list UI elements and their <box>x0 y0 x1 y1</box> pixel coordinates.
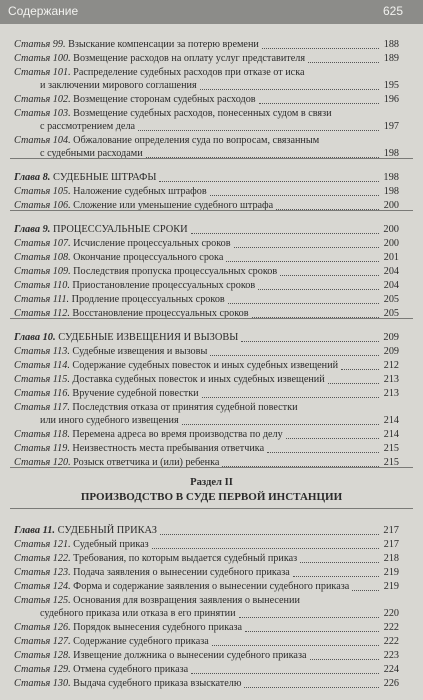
dot-leader <box>202 397 379 398</box>
entry-title: Отмена судебного приказа <box>70 664 189 675</box>
toc-entry <box>0 621 423 634</box>
dot-leader <box>210 195 379 196</box>
toc-entry-text <box>14 663 188 676</box>
dot-leader <box>191 673 379 674</box>
article-number: Статья 112. <box>14 308 70 319</box>
dot-leader <box>159 181 379 182</box>
dot-leader <box>310 659 380 660</box>
entry-title: Возмещение расходов на оплату услуг представителя <box>70 53 306 64</box>
page-ref: 214 <box>383 429 399 440</box>
dot-leader <box>293 576 379 577</box>
page-ref: 218 <box>383 553 399 564</box>
page-ref: 198 <box>383 172 399 183</box>
page-ref: 197 <box>383 121 399 132</box>
header-title: Содержание <box>8 4 79 18</box>
toc-entry <box>0 359 423 372</box>
entry-title: Подача заявления о вынесении судебного приказа <box>70 567 290 578</box>
chapter-number: Глава 8. <box>14 172 51 183</box>
article-number: Статья 118. <box>14 429 70 440</box>
toc-entry-text <box>14 66 305 79</box>
entry-title: Розыск ответчика и (или) ребенка <box>70 457 220 468</box>
entry-title: с рассмотрением дела <box>40 121 136 132</box>
page-ref: 213 <box>383 374 399 385</box>
toc-entry-text <box>14 265 277 278</box>
toc-entry <box>0 607 423 620</box>
dot-leader <box>160 534 379 535</box>
toc-entry <box>0 538 423 551</box>
entry-title: Требования, по которым выдается судебный приказ <box>70 553 298 564</box>
toc-entry <box>0 428 423 441</box>
toc-entry-text <box>14 38 259 51</box>
toc-entry-text <box>14 331 238 344</box>
toc-entry-text <box>14 580 349 593</box>
entry-title: Распределение судебных расходов при отказе от иска <box>70 67 305 78</box>
toc-entry <box>0 66 423 79</box>
dot-leader <box>245 631 379 632</box>
toc-entry-text <box>14 93 256 106</box>
article-number: Статья 129. <box>14 664 71 675</box>
article-number: Статья 114. <box>14 360 70 371</box>
dot-leader <box>341 369 379 370</box>
page-ref: 201 <box>383 252 399 263</box>
entry-title: и заключении мирового соглашения <box>40 80 197 91</box>
toc-entry <box>0 635 423 648</box>
toc-entry-text <box>14 401 298 414</box>
page-ref: 195 <box>383 80 399 91</box>
entry-title: Перемена адреса во время производства по делу <box>69 429 283 440</box>
toc-entry <box>0 677 423 690</box>
header-page-number: 625 <box>382 4 403 18</box>
page-ref: 198 <box>383 148 399 159</box>
article-number: Статья 103. <box>14 108 71 119</box>
page-ref: 222 <box>383 622 399 633</box>
toc-entry <box>0 387 423 400</box>
page-ref: 204 <box>383 266 399 277</box>
toc-entry-text <box>14 552 297 565</box>
toc-chapter <box>0 223 423 236</box>
toc-entry <box>0 373 423 386</box>
toc-entry <box>0 414 423 427</box>
toc-entry-text <box>14 251 223 264</box>
chapter-number: Глава 9. <box>14 224 51 235</box>
dot-leader <box>259 103 379 104</box>
dot-leader <box>244 687 379 688</box>
article-number: Статья 101. <box>14 67 71 78</box>
article-number: Статья 121. <box>14 539 71 550</box>
dot-leader <box>200 89 379 90</box>
toc-entry <box>0 134 423 147</box>
toc-chapter <box>0 171 423 184</box>
dot-leader <box>191 233 379 234</box>
article-number: Статья 102. <box>14 94 71 105</box>
page-ref: 205 <box>383 294 399 305</box>
article-number: Статья 108. <box>14 252 71 263</box>
entry-title: Порядок вынесения судебного приказа <box>70 622 243 633</box>
toc-entry <box>0 79 423 92</box>
article-number: Статья 113. <box>14 346 70 357</box>
toc-entry-text <box>14 538 149 551</box>
article-number: Статья 124. <box>14 581 71 592</box>
entry-title: Судебный приказ <box>70 539 149 550</box>
entry-title: судебного приказа или отказа в его принятии <box>40 608 236 619</box>
page-ref: 200 <box>383 200 399 211</box>
toc-entry-text <box>14 387 199 400</box>
page-ref: 209 <box>383 346 399 357</box>
entry-title: Последствия пропуска процессуальных сроков <box>70 266 278 277</box>
dot-leader <box>239 617 379 618</box>
entry-title: Судебные извещения и вызовы <box>69 346 208 357</box>
toc-entry <box>0 52 423 65</box>
dot-leader <box>300 562 379 563</box>
toc-entry <box>0 265 423 278</box>
article-number: Статья 130. <box>14 678 71 689</box>
entry-title: Обжалование определения суда по вопросам, связанным <box>70 135 320 146</box>
chapter-number: Глава 10. <box>14 332 56 343</box>
page-ref: 189 <box>383 53 399 64</box>
dot-leader <box>352 590 379 591</box>
section-divider <box>10 210 413 211</box>
entry-title: с судебными расходами <box>40 148 143 159</box>
entry-title: Доставка судебных повесток и иных судебных извещений <box>69 374 325 385</box>
chapter-number: Глава 11. <box>14 525 56 536</box>
toc-entry-text <box>14 223 188 236</box>
toc-entry <box>0 293 423 306</box>
dot-leader <box>212 645 379 646</box>
dot-leader <box>228 303 379 304</box>
running-header <box>0 0 423 24</box>
entry-title: СУДЕБНЫЕ ИЗВЕЩЕНИЯ И ВЫЗОВЫ <box>55 332 239 343</box>
dot-leader <box>258 289 379 290</box>
entry-title: Продление процессуальных сроков <box>69 294 225 305</box>
toc-entry-text <box>14 171 156 184</box>
page-ref: 200 <box>383 238 399 249</box>
article-number: Статья 126. <box>14 622 71 633</box>
entry-title: Восстановление процессуальных сроков <box>69 308 249 319</box>
article-number: Статья 117. <box>14 402 70 413</box>
article-number: Статья 106. <box>14 200 71 211</box>
dot-leader <box>262 48 379 49</box>
toc-entry-text <box>14 621 242 634</box>
toc-entry <box>0 566 423 579</box>
toc-entry-text <box>14 345 207 358</box>
toc-entry <box>0 38 423 51</box>
article-number: Статья 99. <box>14 39 66 50</box>
article-number: Статья 125. <box>14 595 71 606</box>
entry-title: ПРОЦЕССУАЛЬНЫЕ СРОКИ <box>50 224 188 235</box>
dot-leader <box>152 548 379 549</box>
entry-title: Выдача судебного приказа взыскателю <box>70 678 242 689</box>
entry-title: СУДЕБНЫЙ ПРИКАЗ <box>55 525 157 536</box>
toc-entry-text <box>40 414 179 427</box>
page-ref: 205 <box>383 308 399 319</box>
dot-leader <box>267 452 379 453</box>
page-ref: 219 <box>383 581 399 592</box>
section-divider <box>10 158 413 159</box>
toc-entry-text <box>14 359 338 372</box>
toc-entry-text <box>14 107 332 120</box>
page-ref: 226 <box>383 678 399 689</box>
dot-leader <box>182 424 379 425</box>
dot-leader <box>328 383 379 384</box>
dot-leader <box>138 130 379 131</box>
article-number: Статья 104. <box>14 135 71 146</box>
dot-leader <box>280 275 379 276</box>
page-ref: 224 <box>383 664 399 675</box>
page-ref: 188 <box>383 39 399 50</box>
page-ref: 217 <box>383 525 399 536</box>
page-ref: 212 <box>383 360 399 371</box>
dot-leader <box>286 438 379 439</box>
toc-entry-text <box>14 677 241 690</box>
page-ref: 213 <box>383 388 399 399</box>
dot-leader <box>308 62 379 63</box>
entry-title: Извещение должника о вынесении судебного приказа <box>70 650 307 661</box>
article-number: Статья 127. <box>14 636 71 647</box>
article-number: Статья 119. <box>14 443 70 454</box>
toc-entry <box>0 120 423 133</box>
toc-entry <box>0 442 423 455</box>
toc-entry-text <box>14 373 325 386</box>
section-divider <box>10 467 413 468</box>
article-number: Статья 111. <box>14 294 70 305</box>
article-number: Статья 107. <box>14 238 71 249</box>
page-ref: 198 <box>383 186 399 197</box>
toc-entry <box>0 345 423 358</box>
entry-title: Сложение или уменьшение судебного штрафа <box>70 200 274 211</box>
toc-entry-text <box>14 185 207 198</box>
entry-title: Форма и содержание заявления о вынесении судебного приказа <box>70 581 350 592</box>
toc-entry-text <box>14 649 307 662</box>
article-number: Статья 123. <box>14 567 71 578</box>
toc-entry-text <box>14 237 231 250</box>
toc-chapter <box>0 524 423 537</box>
toc-entry-text <box>14 566 290 579</box>
entry-title: Вручение судебной повестки <box>69 388 199 399</box>
dot-leader <box>226 261 379 262</box>
toc-entry <box>0 580 423 593</box>
article-number: Статья 109. <box>14 266 71 277</box>
toc-entry-text <box>14 524 157 537</box>
toc-entry <box>0 663 423 676</box>
article-number: Статья 115. <box>14 374 70 385</box>
entry-title: Последствия отказа от принятия судебной повестки <box>69 402 298 413</box>
toc-entry <box>0 401 423 414</box>
entry-title: Основания для возвращения заявления о вынесении <box>70 595 300 606</box>
entry-title: Возмещение сторонам судебных расходов <box>70 94 256 105</box>
section-label: Раздел II <box>190 477 233 488</box>
toc-entry-text <box>14 293 225 306</box>
toc-entry <box>0 552 423 565</box>
toc-entry-text <box>40 120 135 133</box>
toc-entry <box>0 237 423 250</box>
toc-chapter <box>0 331 423 344</box>
entry-title: Возмещение судебных расходов, понесенных судом в связи <box>70 108 332 119</box>
page-ref: 220 <box>383 608 399 619</box>
article-number: Статья 105. <box>14 186 71 197</box>
section-title: ПРОИЗВОДСТВО В СУДЕ ПЕРВОЙ ИНСТАНЦИИ <box>80 491 343 503</box>
page-ref: 223 <box>383 650 399 661</box>
toc-entry <box>0 594 423 607</box>
toc-entry <box>0 185 423 198</box>
toc-entry <box>0 93 423 106</box>
entry-title: Содержание судебного приказа <box>70 636 209 647</box>
article-number: Статья 110. <box>14 280 70 291</box>
toc-entry-text <box>14 134 319 147</box>
toc-entry-text <box>14 428 283 441</box>
page-ref: 196 <box>383 94 399 105</box>
page-ref: 214 <box>383 415 399 426</box>
page-ref: 209 <box>383 332 399 343</box>
dot-leader <box>210 355 379 356</box>
toc-entry-text <box>40 607 236 620</box>
article-number: Статья 100. <box>14 53 71 64</box>
page-ref: 204 <box>383 280 399 291</box>
toc-entry <box>0 279 423 292</box>
entry-title: Окончание процессуального срока <box>70 252 224 263</box>
article-number: Статья 120. <box>14 457 71 468</box>
toc-entry <box>0 649 423 662</box>
entry-title: Взыскание компенсации за потерю времени <box>65 39 259 50</box>
dot-leader <box>234 247 379 248</box>
entry-title: Наложение судебных штрафов <box>70 186 207 197</box>
toc-entry-text <box>14 635 209 648</box>
entry-title: или иного судебного извещения <box>40 415 179 426</box>
page-ref: 217 <box>383 539 399 550</box>
toc-entry-text <box>14 442 264 455</box>
page-ref: 215 <box>383 457 399 468</box>
toc-entry-text <box>14 52 305 65</box>
dot-leader <box>241 341 379 342</box>
toc-entry-text <box>14 594 300 607</box>
entry-title: Исчисление процессуальных сроков <box>70 238 231 249</box>
entry-title: СУДЕБНЫЕ ШТРАФЫ <box>50 172 157 183</box>
section-divider <box>10 508 413 509</box>
article-number: Статья 122. <box>14 553 71 564</box>
section-divider <box>10 318 413 319</box>
toc-entry <box>0 107 423 120</box>
toc-entry <box>0 251 423 264</box>
page-ref: 219 <box>383 567 399 578</box>
article-number: Статья 116. <box>14 388 70 399</box>
entry-title: Приостановление процессуальных сроков <box>69 280 256 291</box>
entry-title: Содержание судебных повесток и иных судебных извещений <box>69 360 339 371</box>
entry-title: Неизвестность места пребывания ответчика <box>69 443 265 454</box>
toc-entry-text <box>40 79 197 92</box>
page-ref: 215 <box>383 443 399 454</box>
article-number: Статья 128. <box>14 650 71 661</box>
page-ref: 222 <box>383 636 399 647</box>
page-ref: 200 <box>383 224 399 235</box>
toc-entry-text <box>14 279 255 292</box>
